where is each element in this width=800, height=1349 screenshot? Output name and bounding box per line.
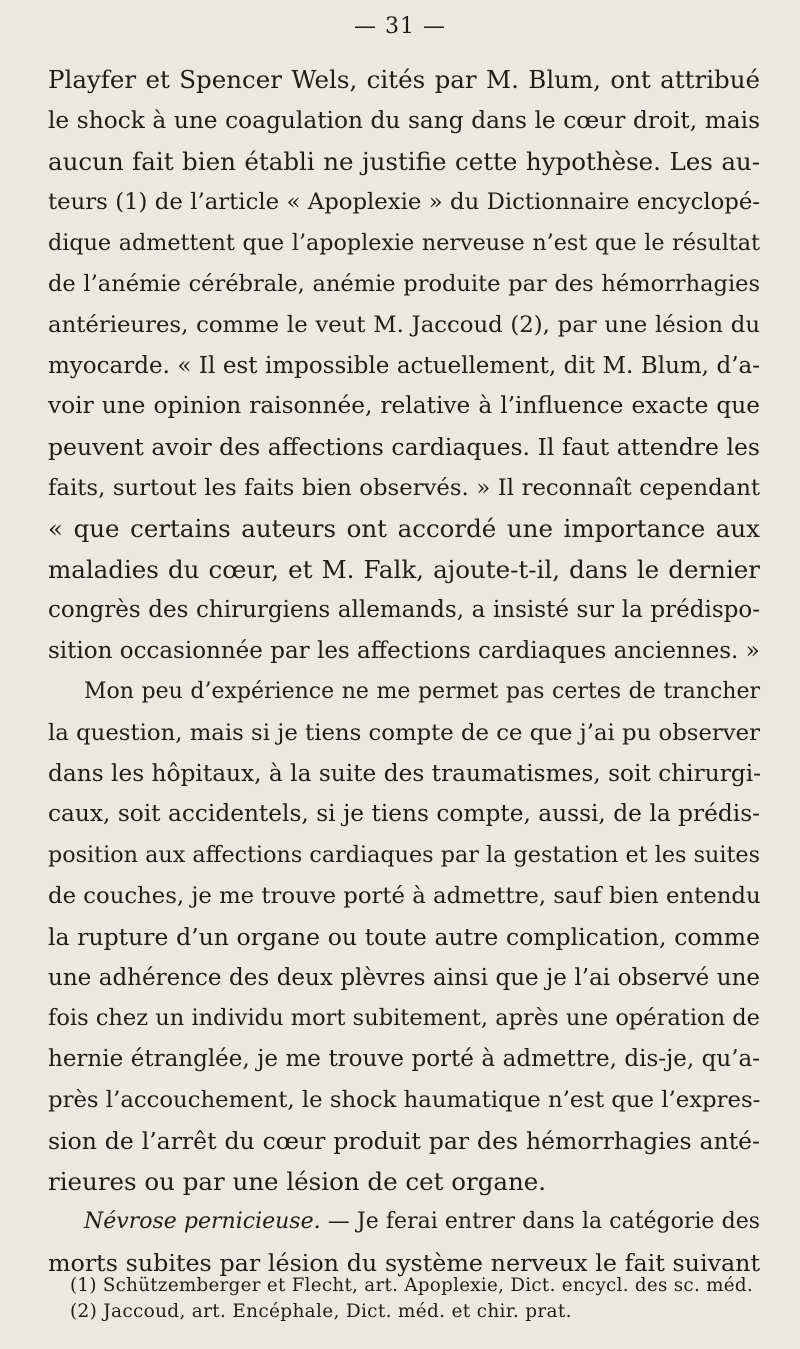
text-line: position aux affections cardiaques par la gestation et les suites [48, 842, 760, 869]
text-line: myocarde. « Il est impossible actuellement, dit M. Blum, d’a- [48, 352, 760, 379]
text-line: la question, mais si je tiens compte de ce que j’ai pu observer [48, 719, 760, 746]
text-line: rieures ou par une lésion de cet organe. [48, 1166, 547, 1196]
text-line: de couches, je me trouve porté à admettre, sauf bien entendu [48, 882, 761, 909]
text-line: Mon peu d’expérience ne me permet pas certes de trancher [84, 678, 760, 704]
section-heading: Névrose pernicieuse. [84, 1209, 321, 1235]
text-line: la rupture d’un organe ou toute autre complication, comme [48, 922, 760, 951]
text-line: le shock à une coagulation du sang dans le cœur droit, mais [48, 106, 760, 134]
text-line: sition occasionnée par les affections cardiaques anciennes. » [48, 638, 760, 665]
text-line: de l’anémie cérébrale, anémie produite par des hémorrhagies [48, 270, 760, 297]
text-line: faits, surtout les faits bien observés. » Il reconnaît cependant [48, 474, 760, 501]
text-line: congrès des chirurgiens allemands, a insisté sur la prédispo- [48, 597, 760, 624]
text-line: aucun fait bien établi ne justifie cette hypothèse. Les au- [48, 146, 760, 176]
text-line: « que certains auteurs ont accordé une importance aux [48, 513, 760, 543]
text-line: peuvent avoir des affections cardiaques. Il faut attendre les [48, 433, 760, 462]
text-line: près l’accouchement, le shock haumatique n’est que l’expres- [48, 1086, 761, 1113]
text-line: caux, soit accidentels, si je tiens compte, aussi, de la prédis- [48, 800, 760, 828]
page-number: — 31 — [354, 14, 446, 39]
footnote-2: (2) Jaccoud, art. Encéphale, Dict. méd. et chir. prat. [70, 1301, 572, 1322]
text-line: maladies du cœur, et M. Falk, ajoute-t-il, dans le dernier [48, 554, 760, 584]
body-text [48, 60, 760, 1284]
text-line: fois chez un individu mort subitement, après une opération de [48, 1005, 760, 1032]
section-heading-rest: — Je ferai entrer dans la catégorie des [320, 1209, 760, 1235]
text-line: sion de l’arrêt du cœur produit par des hémorrhagies anté- [48, 1126, 760, 1155]
text-line: morts subites par lésion du système nerveux le fait suivant [48, 1249, 760, 1278]
text-line: voir une opinion raisonnée, relative à l’influence exacte que [48, 392, 760, 420]
text-line: dique admettent que l’apoplexie nerveuse n’est que le résultat [48, 230, 760, 257]
text-line: antérieures, comme le veut M. Jaccoud (2), par une lésion du [48, 311, 760, 338]
text-line: dans les hôpitaux, à la suite des traumatismes, soit chirurgi- [48, 759, 761, 787]
text-line: une adhérence des deux plèvres ainsi que je l’ai observé une [48, 964, 760, 991]
text-line: Playfer et Spencer Wels, cités par M. Blum, ont attribué [48, 65, 760, 94]
text-line: teurs (1) de l’article « Apoplexie » du Dictionnaire encyclopé- [48, 189, 760, 216]
footnote-1: (1) Schützemberger et Flecht, art. Apoplexie, Dict. encycl. des sc. méd. [70, 1275, 753, 1296]
text-line: hernie étranglée, je me trouve porté à admettre, dis-je, qu’a- [48, 1046, 760, 1073]
section-heading-line [48, 1202, 760, 1243]
footnotes [70, 1275, 760, 1325]
